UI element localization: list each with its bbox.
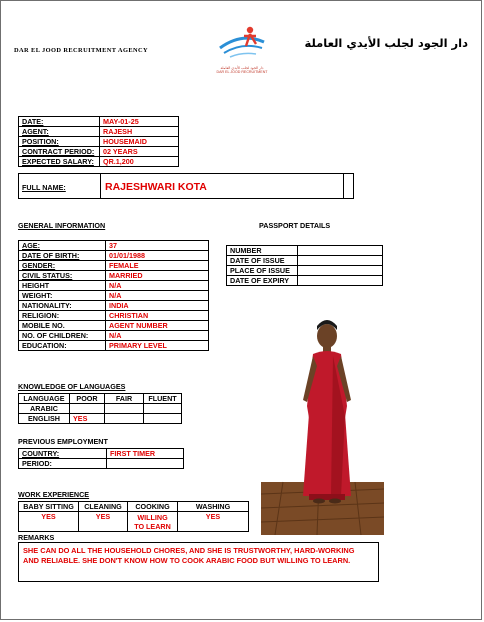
candidate-photo [261, 296, 384, 535]
language-fluent [144, 414, 182, 424]
table-row [19, 331, 209, 341]
date-of-issue-value [298, 256, 383, 266]
baby-sitting-value: YES [19, 512, 79, 532]
previous-employment-table [18, 448, 184, 469]
candidate-photo-image [261, 296, 384, 535]
table-row [227, 246, 383, 256]
table-row [19, 281, 209, 291]
baby-sitting-header: BABY SITTING [19, 502, 79, 512]
table-row [227, 256, 383, 266]
expected-salary-value: QR.1,200 [100, 157, 179, 167]
religion-label: RELIGION: [19, 311, 106, 321]
language-header: LANGUAGE [19, 394, 70, 404]
agent-label: AGENT: [19, 127, 100, 137]
table-row [19, 117, 179, 127]
work-experience-table [18, 501, 249, 532]
table-row [19, 301, 209, 311]
table-row [19, 271, 209, 281]
full-name-divider [343, 174, 344, 198]
logo-caption-en: DAR EL JOOD RECRUITMENT [216, 70, 268, 75]
table-row [19, 251, 209, 261]
language-fluent [144, 404, 182, 414]
place-of-issue-label: PLACE OF ISSUE [227, 266, 298, 276]
table-row [19, 261, 209, 271]
age-value: 37 [106, 241, 209, 251]
table-row [19, 394, 182, 404]
summary-table [18, 116, 179, 167]
date-label: DATE: [19, 117, 100, 127]
table-row [19, 404, 182, 414]
language-fair [105, 414, 144, 424]
dob-label: DATE OF BIRTH: [19, 251, 106, 261]
table-row [227, 266, 383, 276]
logo-icon [206, 22, 278, 66]
education-value: PRIMARY LEVEL [106, 341, 209, 351]
fluent-header: FLUENT [144, 394, 182, 404]
table-row [19, 449, 184, 459]
passport-number-value [298, 246, 383, 256]
passport-number-label: NUMBER [227, 246, 298, 256]
logo-caption-ar: دار الجود لجلب الأيدي العاملة [220, 66, 264, 70]
table-row [19, 459, 184, 469]
table-row [19, 157, 179, 167]
date-of-expiry-value [298, 276, 383, 286]
table-row [19, 502, 249, 512]
civil-status-label: CIVIL STATUS: [19, 271, 106, 281]
children-value: N/A [106, 331, 209, 341]
language-fair [105, 404, 144, 414]
weight-value: N/A [106, 291, 209, 301]
fair-header: FAIR [105, 394, 144, 404]
contract-period-value: 02 YEARS [100, 147, 179, 157]
table-row [19, 137, 179, 147]
table-row [19, 291, 209, 301]
washing-header: WASHING [178, 502, 249, 512]
passport-table [226, 245, 383, 286]
language-poor: YES [70, 414, 105, 424]
gender-value: FEMALE [106, 261, 209, 271]
place-of-issue-value [298, 266, 383, 276]
position-label: POSITION: [19, 137, 100, 147]
cleaning-header: CLEANING [79, 502, 128, 512]
language-name: ENGLISH [19, 414, 70, 424]
table-row [19, 127, 179, 137]
language-poor [70, 404, 105, 414]
table-row [19, 321, 209, 331]
expected-salary-label: EXPECTED SALARY: [19, 157, 100, 167]
gender-label: GENDER: [19, 261, 106, 271]
work-experience-title: WORK EXPERIENCE [18, 490, 90, 499]
table-row [19, 341, 209, 351]
education-label: EDUCATION: [19, 341, 106, 351]
weight-label: WEIGHT: [19, 291, 106, 301]
table-row [19, 512, 249, 532]
cooking-value: WILLING TO LEARN [128, 512, 178, 532]
nationality-value: INDIA [106, 301, 209, 311]
age-label: AGE: [19, 241, 106, 251]
passport-title: PASSPORT DETAILS [259, 221, 331, 230]
remarks-text: SHE CAN DO ALL THE HOUSEHOLD CHORES, AND SHE IS TRUSTWORTHY, HARD-WORKING AND RELIABLE. SHE DON'T KNOW HOW TO COOK ARABIC FOOD BUT WILLING TO LEARN. [23, 546, 355, 565]
position-value: HOUSEMAID [100, 137, 179, 147]
general-info-table [18, 240, 209, 351]
previous-employment-title: PREVIOUS EMPLOYMENT [18, 437, 108, 446]
religion-value: CHRISTIAN [106, 311, 209, 321]
date-of-expiry-label: DATE OF EXPIRY [227, 276, 298, 286]
date-of-issue-label: DATE OF ISSUE [227, 256, 298, 266]
period-label: PERIOD: [19, 459, 107, 469]
remarks-box [18, 542, 379, 582]
poor-header: POOR [70, 394, 105, 404]
mobile-value: AGENT NUMBER [106, 321, 209, 331]
language-name: ARABIC [19, 404, 70, 414]
agency-name-ar: دار الجود لجلب الأيدي العاملة [304, 36, 468, 50]
dob-value: 01/01/1988 [106, 251, 209, 261]
height-value: N/A [106, 281, 209, 291]
table-row [19, 414, 182, 424]
country-label: COUNTRY: [19, 449, 107, 459]
agency-name-en: DAR EL JOOD RECRUITMENT AGENCY [14, 47, 149, 54]
cleaning-value: YES [79, 512, 128, 532]
country-value: FIRST TIMER [107, 449, 184, 459]
cooking-header: COOKING [128, 502, 178, 512]
civil-status-value: MARRIED [106, 271, 209, 281]
mobile-label: MOBILE NO. [19, 321, 106, 331]
general-info-title: GENERAL INFORMATION [18, 221, 106, 230]
table-row [19, 311, 209, 321]
contract-period-label: CONTRACT PERIOD: [19, 147, 100, 157]
full-name-label: FULL NAME: [19, 174, 101, 198]
height-label: HEIGHT [19, 281, 106, 291]
table-row [19, 147, 179, 157]
agency-logo [206, 22, 278, 76]
date-value: MAY-01-25 [100, 117, 179, 127]
remarks-title: REMARKS [18, 533, 55, 542]
logo-caption [206, 66, 278, 75]
full-name-box [18, 173, 354, 199]
children-label: NO. OF CHILDREN: [19, 331, 106, 341]
period-value [107, 459, 184, 469]
washing-value: YES [178, 512, 249, 532]
agent-value: RAJESH [100, 127, 179, 137]
table-row [19, 241, 209, 251]
languages-table [18, 393, 182, 424]
languages-title: KNOWLEDGE OF LANGUAGES [18, 382, 126, 391]
full-name-value: RAJESHWARI KOTA [105, 181, 207, 193]
nationality-label: NATIONALITY: [19, 301, 106, 311]
table-row [227, 276, 383, 286]
